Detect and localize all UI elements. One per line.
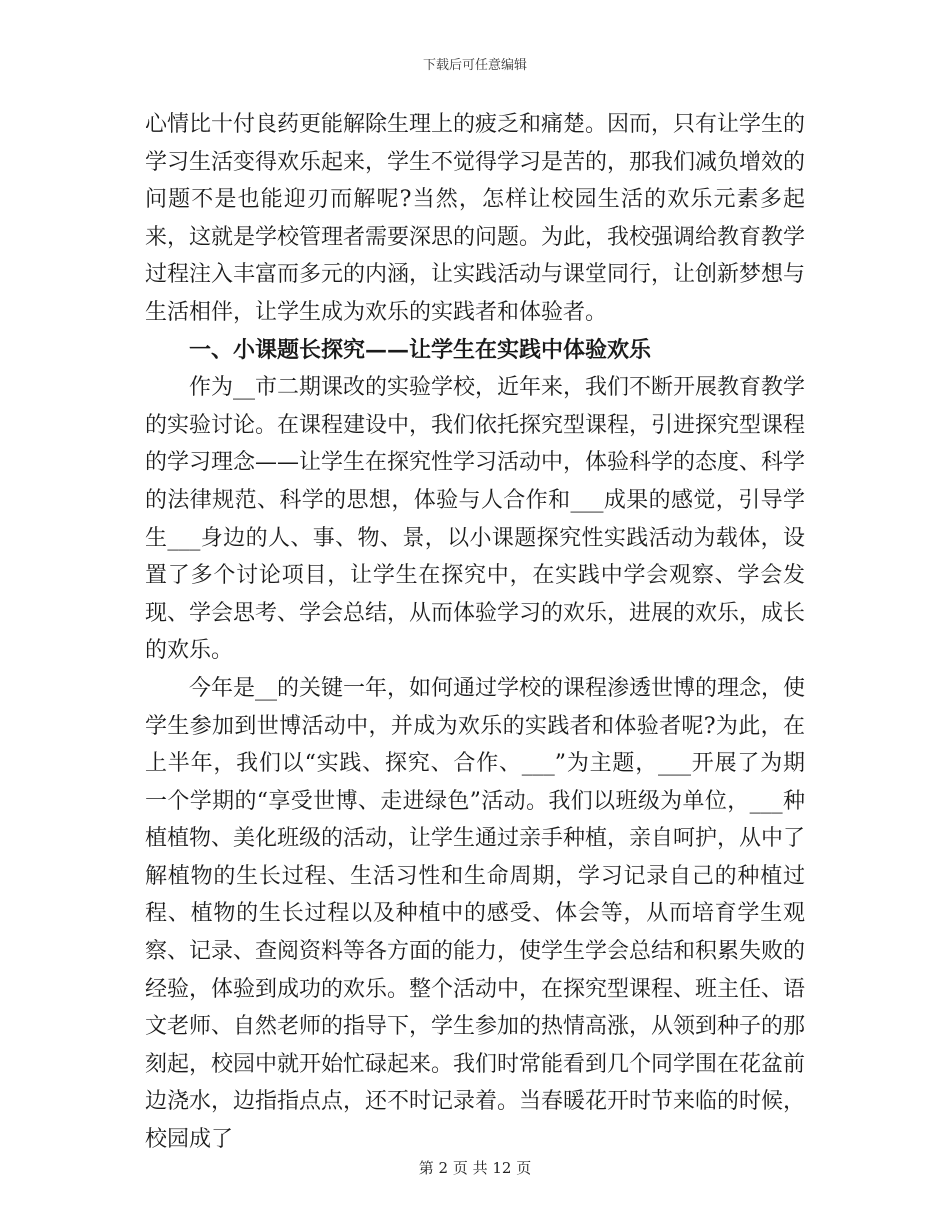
paragraph-intro: 心情比十付良药更能解除生理上的疲乏和痛楚。因而，只有让学生的学习生活变得欢乐起来，学生不觉得学习是苦的，那我们减负增效的问题不是也能迎刃而解呢?当然，怎样让校园生活的欢乐元素多起来，这就是学校管理者需要深思的问题。为此，我校强调给教育教学过程注入丰富而多元的内涵，让实践活动与课堂同行，让创新梦想与生活相伴，让学生成为欢乐的实践者和体验者。 xyxy=(145,112,806,325)
document-body xyxy=(145,106,805,1159)
paragraph-expo-activity: 今年是__的关键一年，如何通过学校的课程渗透世博的理念，使学生参加到世博活动中，并成为欢乐的实践者和体验者呢?为此，在上半年，我们以“实践、探究、合作、___”为主题，___开展了为期一个学期的“享受世博、走进绿色”活动。我们以班级为单位，___种植植物、美化班级的活动，让学生通过亲手种植，亲自呵护，从中了解植物的生长过程、生活习性和生命周期，学习记录自己的种植过程、植物的生长过程以及种植中的感受、体会等，从而培育学生观察、记录、查阅资料等各方面的能力，使学生学会总结和积累失败的经验，体验到成功的欢乐。整个活动中，在探究型课程、班主任、语文老师、自然老师的指导下，学生参加的热情高涨，从领到种子的那刻起，校园中就开始忙碌起来。我们时常能看到几个同学围在花盆前边浇水，边指指点点，还不时记录着。当春暖花开时节来临的时候，校园成了 xyxy=(145,675,806,1153)
paragraph-research: 作为__市二期课改的实验学校，近年来，我们不断开展教育教学的实验讨论。在课程建设中，我们依托探究型课程，引进探究型课程的学习理念——让学生在探究性学习活动中，体验科学的态度、科学的法律规范、科学的思想，体验与人合作和___成果的感觉，引导学生___身边的人、事、物、景，以小课题探究性实践活动为载体，设置了多个讨论项目，让学生在探究中，在实践中学会观察、学会发现、学会思考、学会总结，从而体验学习的欢乐，进展的欢乐，成长的欢乐。 xyxy=(145,375,806,664)
page-header: 下载后可任意编辑 xyxy=(422,58,527,73)
section-heading: 一、小课题长探究——让学生在实践中体验欢乐 xyxy=(189,336,652,363)
page-footer: 第 2 页 共 12 页 xyxy=(418,1159,532,1177)
